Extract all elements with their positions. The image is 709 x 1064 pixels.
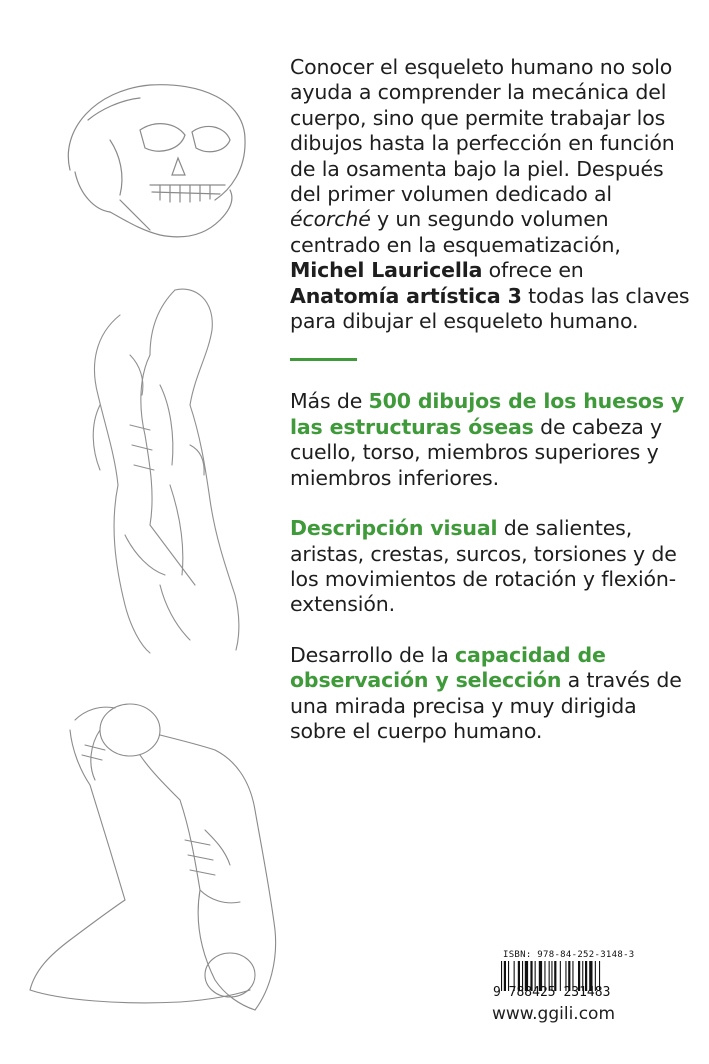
intro-paragraph (290, 55, 695, 334)
feature-observation-text-1: Desarrollo de la (290, 642, 456, 667)
crouching-figure-sketch (0, 690, 300, 1030)
skull-sketch (0, 60, 260, 250)
feature-drawings (290, 389, 695, 491)
feature-drawings-text-2: de cabeza y cuello, torso, miembros superiores y miembros inferiores. (290, 414, 663, 490)
publisher-website[interactable]: www.ggili.com (492, 1004, 616, 1024)
barcode-digits: 9 788425 231483 (493, 985, 611, 1000)
torso-sketch (0, 285, 270, 655)
barcode (493, 950, 693, 1002)
feature-drawings-text-1: Más de (290, 389, 369, 414)
intro-text-4: todas las claves para dibujar el esqueleto humano. (290, 283, 690, 334)
feature-drawings-highlight: 500 dibujos de los huesos y las estructuras óseas (290, 389, 685, 439)
italic-term: écorché (290, 207, 371, 232)
intro-text-2: y un segundo volumen centrado en la esquematización, (290, 207, 621, 257)
green-separator (290, 358, 357, 361)
feature-visual-highlight: Descripción visual (290, 516, 498, 541)
book-title: Anatomía artística 3 (290, 283, 522, 308)
feature-visual-text: de salientes, aristas, crestas, surcos, torsiones y de los movimientos de rotación y flexión-extensión. (290, 516, 677, 617)
feature-visual (290, 516, 695, 618)
back-cover-text (290, 55, 695, 744)
feature-observation-highlight: capacidad de observación y selección (290, 642, 606, 693)
feature-observation-text-2: a través de una mirada precisa y muy dirigida sobre el cuerpo humano. (290, 668, 682, 743)
isbn-label: ISBN: 978-84-252-3148-3 (503, 950, 635, 960)
feature-observation (290, 643, 695, 745)
intro-text-1: Conocer el esqueleto humano no solo ayuda a comprender la mecánica del cuerpo, sino que permite trabajar los dibujos hasta la perfección en función de la osamenta bajo la piel. Después del primer volumen dedicado al (290, 55, 675, 207)
author-name: Michel Lauricella (290, 258, 483, 283)
intro-text-3: ofrece en (482, 258, 584, 283)
